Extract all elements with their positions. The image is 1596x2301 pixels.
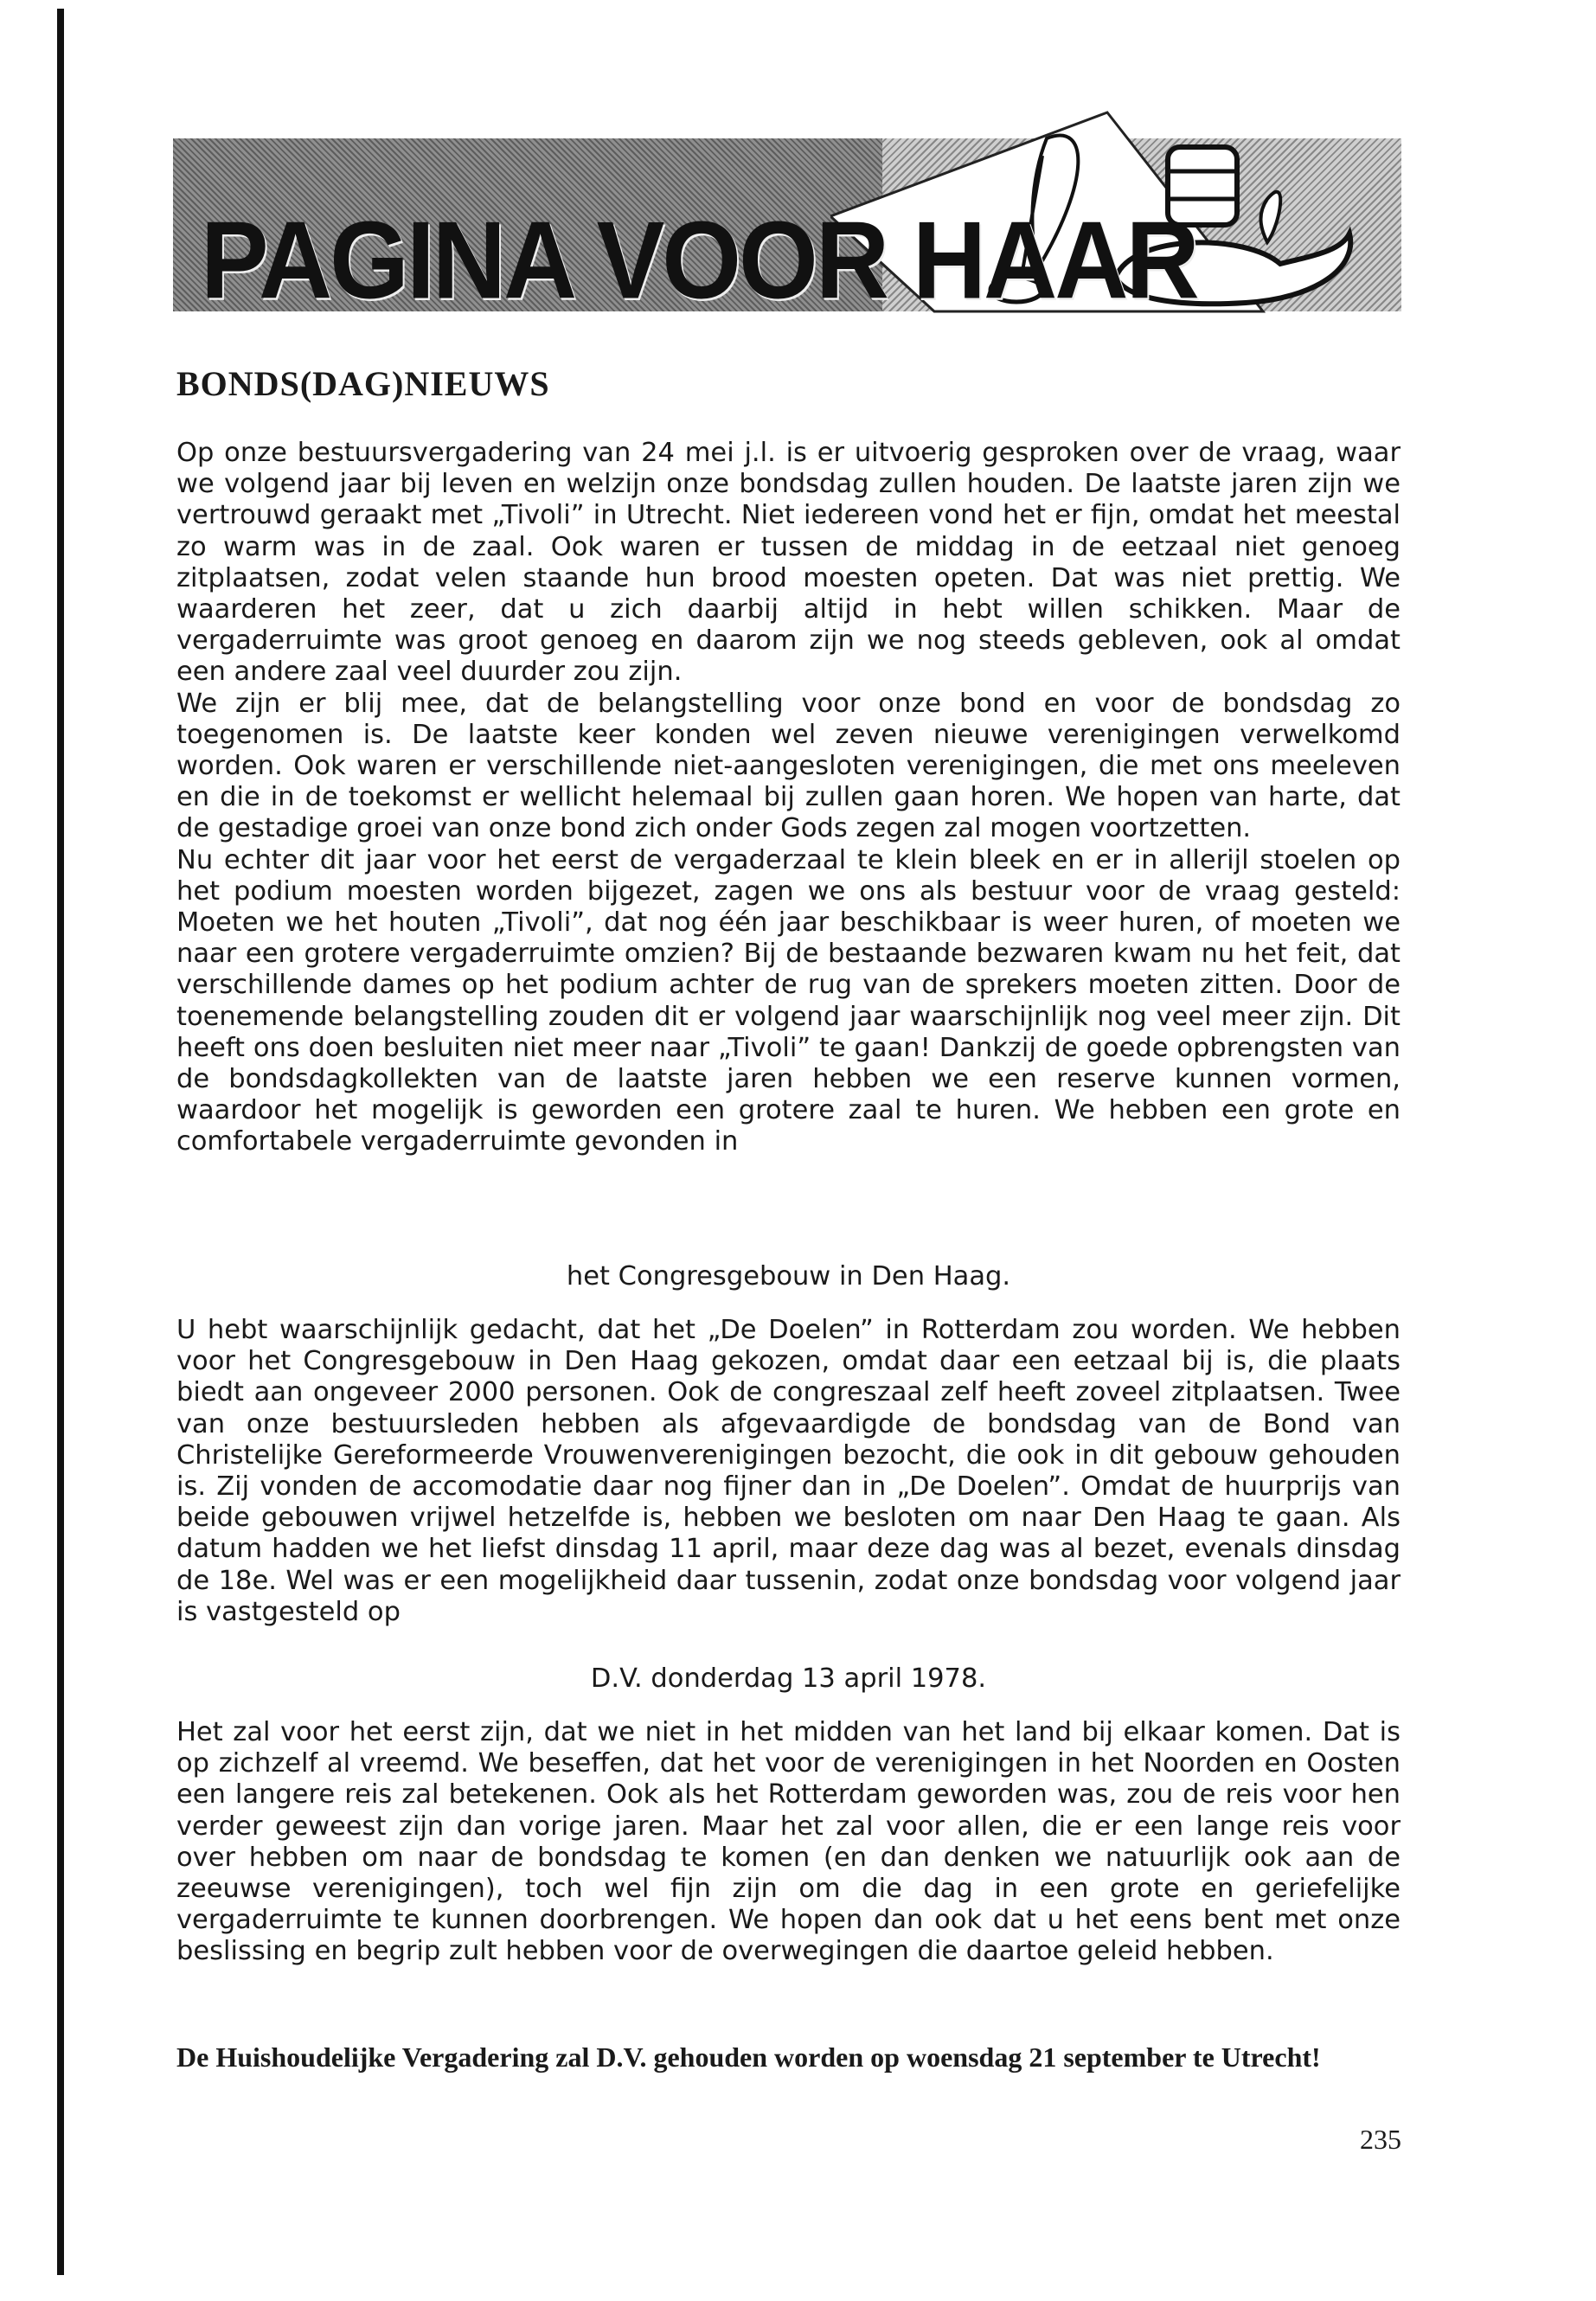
section-heading: BONDS(DAG)NIEUWS [176, 364, 550, 403]
page-banner [173, 104, 1401, 323]
venue-line: het Congresgebouw in Den Haag. [566, 1261, 1011, 1292]
article-body-part-3 [176, 1717, 1401, 1968]
article-body-part-2 [176, 1315, 1401, 1628]
banner-title: PAGINA VOOR HAAR [201, 199, 1197, 323]
page-number: 235 [1360, 2124, 1401, 2155]
paragraph-2: We zijn er blij mee, dat de belangstelling voor onze bond en voor de bondsdag zo toegenomen is. De laatste keer konden wel zeven nieuwe verenigingen verwelkomd worden. Ook waren er verschillende niet-aangesloten verenigingen, die met ons meeleven en die in de toekomst er wellicht helemaal bij zullen gaan horen. We hopen van harte, dat de gestadige groei van onze bond zich onder Gods zegen zal mogen voortzetten. [176, 688, 1401, 844]
paragraph-5: Het zal voor het eerst zijn, dat we niet in het midden van het land bij elkaar komen. Dat is op zichzelf al vreemd. We beseffen, dat het voor de verenigingen in het Noorden en Oosten een langere reis zal betekenen. Ook als het Rotterdam geworden was, zou de reis voor hen verder geweest zijn dan vorige jaren. Maar het zal voor allen, die er een lange reis voor over hebben om naar de bondsdag te komen (en dan denken we natuurlijk ook aan de zeeuwse verenigingen), toch wel fijn zijn om die dag in een grote en geriefelijke vergaderruimte te kunnen doorbrengen. We hopen dan ook dat u het eens bent met onze beslissing en begrip zult hebben voor de overwegingen die daartoe geleid hebben. [176, 1717, 1401, 1967]
article-body-part-1 [176, 438, 1401, 1158]
paragraph-1: Op onze bestuursvergadering van 24 mei j.l. is er uitvoerig gesproken over de vraag, waar we volgend jaar bij leven en welzijn onze bondsdag zullen houden. De laatste jaren zijn we vertrouwd geraakt met „Tivoli” in Utrecht. Niet iedereen vond het er fijn, omdat het meestal zo warm was in de zaal. Ook waren er tussen de middag in de eetzaal niet genoeg zitplaatsen, zodat velen staande hun brood moesten opeten. Dat was niet prettig. We waarderen het zeer, dat u zich daarbij altijd in hebt willen schikken. Maar de vergaderruimte was groot genoeg en daarom zijn we nog steeds gebleven, ook al omdat een andere zaal veel duurder zou zijn. [176, 438, 1401, 688]
paragraph-3: Nu echter dit jaar voor het eerst de vergaderzaal te klein bleek en er in allerijl stoelen op het podium moesten worden bijgezet, zagen we ons als bestuur voor de vraag gesteld: Moeten we het houten „Tivoli”, dat nog één jaar beschikbaar is weer huren, of moeten we naar een grotere vergaderruimte omzien? Bij de bestaande bezwaren kwam nu het feit, dat verschillende dames op het podium achter de rug van de sprekers moeten zitten. Door de toenemende belangstelling zouden dit er volgend jaar waarschijnlijk nog veel meer zijn. Dit heeft ons doen besluiten niet meer naar „Tivoli” te gaan! Dankzij de goede opbrengsten van de bondsdagkollekten van de laatste jaren hebben we een reserve kunnen vormen, waardoor het mogelijk is geworden een grotere zaal te huren. We hebben een grote en comfortabele vergaderruimte gevonden in [176, 844, 1401, 1157]
meeting-announcement: De Huishoudelijke Vergadering zal D.V. gehouden worden op woensdag 21 september te Utrecht! [176, 2041, 1321, 2073]
page-edge-bar [57, 9, 64, 2275]
date-line: D.V. donderdag 13 april 1978. [590, 1663, 987, 1694]
paragraph-4: U hebt waarschijnlijk gedacht, dat het „De Doelen” in Rotterdam zou worden. We hebben voor het Congresgebouw in Den Haag gekozen, omdat daar een eetzaal bij is, die plaats biedt aan ongeveer 2000 personen. Ook de congreszaal zelf heeft zoveel zitplaatsen. Twee van onze bestuursleden hebben als afgevaardigde de bondsdag van de Bond van Christelijke Gereformeerde Vrouwenverenigingen bezocht, die ook in dit gebouw gehouden is. Zij vonden de accomodatie daar nog fijner dan in „De Doelen”. Omdat de huurprijs van beide gebouwen vrijwel hetzelfde is, hebben we besloten om naar Den Haag te gaan. Als datum hadden we het liefst dinsdag 11 april, maar deze dag was al bezet, evenals dinsdag de 18e. Wel was er een mogelijkheid daar tussenin, zodat onze bondsdag voor volgend jaar is vastgesteld op [176, 1315, 1401, 1627]
